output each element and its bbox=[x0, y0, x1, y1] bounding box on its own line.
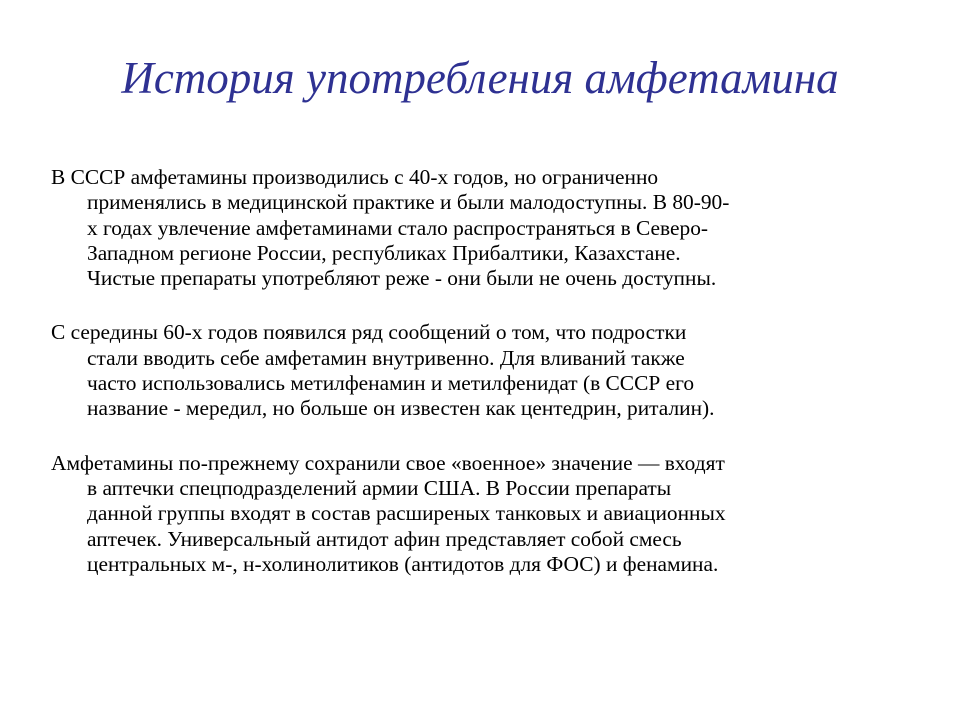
paragraph-intravenous-use: С середины 60-х годов появился ряд сообщений о том, что подростки стали вводить себе амфетамин внутривенно. Для вливаний также часто использовались метилфенамин и метилфенидат (в СССР его название - мередил, но больше он известен как центедрин, риталин). bbox=[51, 320, 715, 421]
paragraph-military-use: Амфетамины по-прежнему сохранили свое «военное» значение — входят в аптечки спецподразделений армии США. В России препараты данной группы входят в состав расширеных танковых и авиационных аптечек. Универсальный антидот афин представляет собой смесь центральных м-, н-холинолитиков (антидотов для ФОС) и фенамина. bbox=[51, 450, 726, 576]
paragraph-ussr-history: В СССР амфетамины производились с 40-х годов, но ограниченно применялись в медицинской практике и были малодоступны. В 80-90- х годах увлечение амфетаминами стало распространяться в Северо- Западном регионе России, республиках Прибалтики, Казахстане. Чистые препараты употребляют реже - они были не очень доступны. bbox=[51, 165, 730, 291]
slide-body bbox=[51, 165, 911, 577]
slide-title: История употребления амфетамина bbox=[121, 53, 839, 103]
